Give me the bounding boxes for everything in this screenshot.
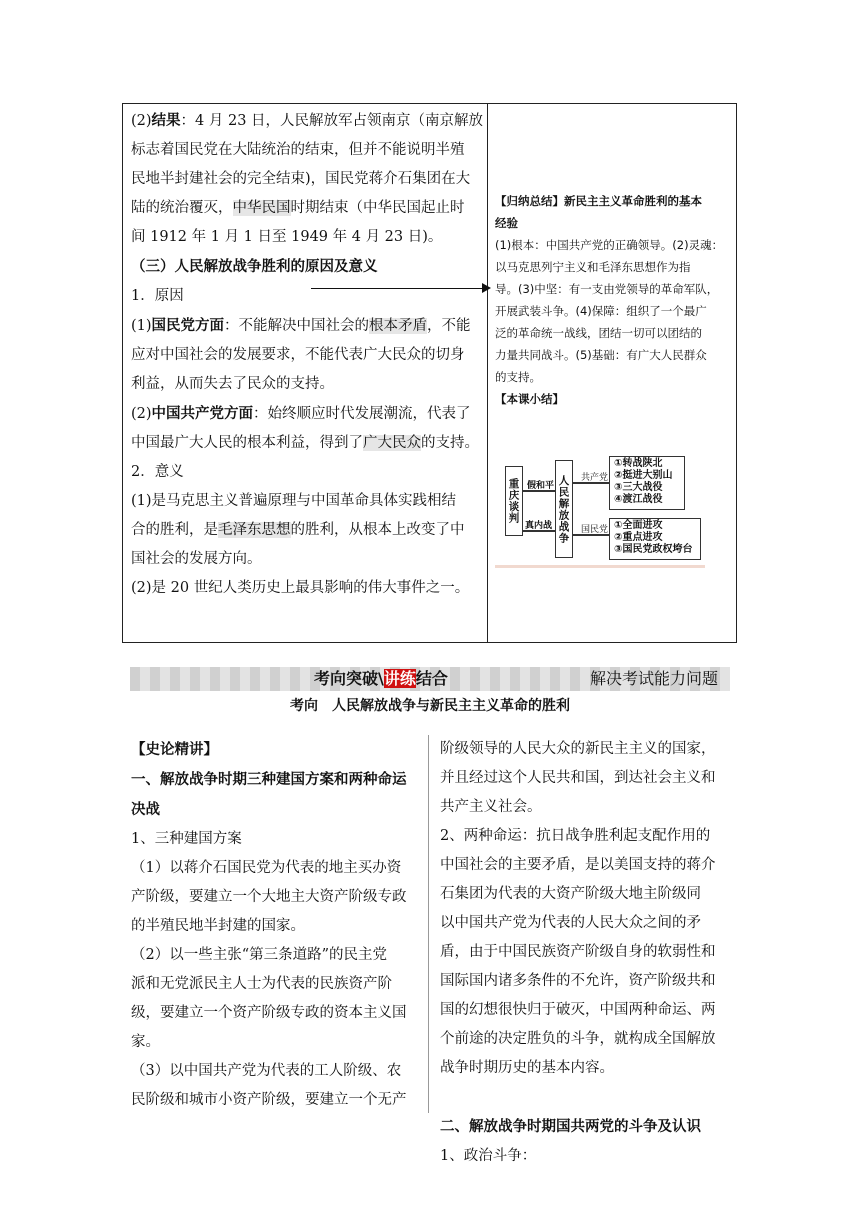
section-subtitle-right: 解决考试能力问题 [590,669,719,688]
text-line [495,344,733,366]
section-title-highlight: 讲练 [383,669,416,688]
text-span: 阶级领导的人民大众的新民主主义的国家， [440,741,716,757]
text-span: 利益，从而失去了民众的支持。 [131,376,334,392]
diagram-box-liberation-war: 人民解放战争 [555,460,573,558]
diagram-list-item: ②挺进大别山 [614,470,673,481]
text-span: 的半殖民地半封建的国家。 [131,918,305,934]
text-line [495,322,733,344]
text-line [131,458,483,487]
text-span: 盾，由于中国民族资产阶级自身的软弱性和 [440,944,716,960]
text-line [495,300,733,322]
diagram-list-item: ③国民党政权垮台 [614,544,693,555]
highlighted-text: 毛泽东思想 [218,522,291,538]
text-line [131,545,483,574]
text-line [131,912,419,941]
text-span: ，不能 [427,318,471,334]
diagram-list-item: ①全面进攻 [614,520,663,531]
text-line [495,388,733,410]
text-line [131,795,419,825]
text-line [131,487,483,516]
diagram-list-item: ④渡江战役 [614,494,663,505]
text-line [131,574,483,603]
text-span: 共产主义社会。 [440,799,542,815]
text-span: 2、两种命运：抗日战争胜利起支配作用的 [440,828,711,844]
text-span: 民阶级和城市小资产阶级，要建立一个无产 [131,1092,407,1108]
table-right-cell [495,190,733,410]
text-span: 并且经过这个人民共和国，到达社会主义和 [440,770,716,786]
table-divider [487,103,488,643]
bold-text: 【本课小结】 [495,392,564,406]
text-span: （1）以蒋介石国民党为代表的地主买办资 [131,860,402,876]
text-line [131,136,483,165]
text-span: (2)是 20 世纪人类历史上最具影响的伟大事件之一。 [131,580,470,596]
text-span: 以中国共产党为代表的人民大众之间的矛 [440,915,701,931]
text-span: （3）以中国共产党为代表的工人阶级、农 [131,1063,402,1079]
bold-text: 【归纳总结】新民主主义革命胜利的基本 [495,194,702,208]
bold-text: 国民党方面 [151,317,225,334]
text-span: 1、三种建国方案 [131,831,242,847]
arrow-right-icon [482,283,491,293]
lesson-summary-diagram [495,452,705,568]
highlighted-text: 广大民众 [363,435,421,451]
text-line [440,967,728,996]
bold-text: 中国共产党方面 [151,405,254,422]
bold-text: 【史论精讲】 [131,741,218,758]
text-span: (2) [131,406,152,422]
text-span: 派和无党派民主人士为代表的民族资产阶 [131,976,392,992]
text-line [440,822,728,851]
text-span: 标志着国民党在大陆统治的结束，但并不能说明半殖 [131,142,465,158]
text-line [131,429,483,458]
text-line [131,883,419,912]
diagram-label-fake-peace: 假和平 [527,481,555,491]
text-span: 1．原因 [131,288,184,304]
bold-text: （三）人民解放战争胜利的原因及意义 [131,258,378,275]
text-line [131,282,483,311]
text-line [131,223,483,252]
text-line [495,234,733,256]
text-span: 开展武装斗争。(4)保障：组织了一个最广 [495,304,707,318]
text-span: 间 1912 年 1 月 1 日至 1949 年 4 月 23 日)。 [131,229,443,245]
arrow-line [311,288,488,289]
text-span: 时期结束（中华民国起止时 [290,200,465,216]
bold-text: 一、解放战争时期三种建国方案和两种命运 [131,771,407,788]
text-span: 陆的统治覆灭， [131,200,233,216]
diagram-list-cpc [609,456,685,510]
body-right-column [440,735,728,1171]
text-line [495,256,733,278]
text-span: 应对中国社会的发展要求，不能代表广大民众的切身 [131,347,465,363]
diagram-underline [495,565,705,568]
text-span: 1、政治斗争： [440,1148,537,1164]
text-span: 中国最广大人民的根本利益，得到了 [131,435,363,451]
text-span: ：始终顺应时代发展潮流，代表了 [253,406,471,422]
section-subhead: 考向 人民解放战争与新民主主义革命的胜利 [290,698,570,714]
text-span: 泛的革命统一战线，团结一切可以团结的 [495,326,702,340]
section-title [314,667,448,691]
diagram-list-item: ③三大战役 [614,482,663,493]
text-line [131,106,483,136]
text-line [495,212,733,234]
text-span: (1)是马克思主义普遍原理与中国革命具体实践相结 [131,493,457,509]
text-span: 国的幻想很快归于破灭，中国两种命运、两 [440,1002,716,1018]
highlighted-text: 根本矛盾 [369,318,428,334]
text-line [131,311,483,341]
text-span: 的胜利，从根本上改变了中 [290,522,465,538]
text-line [440,735,728,764]
text-line [131,370,483,399]
text-line [440,909,728,938]
diagram-label-real-civil-war: 真内战 [525,521,553,531]
text-span: （2）以一些主张“第三条道路”的民主党 [131,947,388,963]
text-span: (2) [131,113,152,129]
text-line [131,941,419,970]
diagram-list-item: ①转战陕北 [614,458,663,469]
text-line [131,341,483,370]
text-line [131,765,419,795]
text-line [131,970,419,999]
text-span: 以马克思列宁主义和毛泽东思想作为指 [495,260,691,274]
text-line [131,735,419,765]
text-span: 产阶级，要建立一个大地主大资产阶级专政 [131,889,407,905]
text-span: 石集团为代表的大资产阶级大地主阶级同 [440,886,701,902]
text-span: 民地半封建社会的完全结束)，国民党蒋介石集团在大 [131,171,471,187]
text-line [131,252,483,282]
text-line [440,764,728,793]
diagram-label-cpc: 共产党 [581,473,609,483]
diagram-list-item: ②重点进攻 [614,532,663,543]
text-line [495,278,733,300]
text-span: 力量共同战斗。(5)基础：有广大人民群众 [495,348,707,362]
text-line [440,1054,728,1083]
text-span: (1)根本：中国共产党的正确领导。(2)灵魂： [495,238,724,252]
text-line [131,999,419,1028]
text-span: 国社会的发展方向。 [131,551,262,567]
bold-text: 结果 [151,112,181,129]
text-span: 2．意义 [131,464,184,480]
text-span: 中国社会的主要矛盾，是以美国支持的蒋介 [440,857,716,873]
bold-text: 决战 [131,801,160,818]
text-line [440,1025,728,1054]
text-line [440,851,728,880]
text-line [495,190,733,212]
text-span: 级，要建立一个资产阶级专政的资本主义国 [131,1005,407,1021]
text-line [131,1028,419,1057]
bold-text: 经验 [495,216,518,230]
section-title-pre: 考向突破\ [314,669,384,688]
diagram-box-chongqing: 重庆谈判 [505,466,523,536]
text-line [495,366,733,388]
section-title-post: 结合 [415,669,448,688]
text-line [131,165,483,194]
highlighted-text: 中华民国 [232,200,291,216]
text-span: 战争时期历史的基本内容。 [440,1060,614,1076]
column-divider [428,735,429,1113]
text-line [440,880,728,909]
bold-text: 二、解放战争时期国共两党的斗争及认识 [440,1118,701,1135]
text-line [131,194,483,223]
text-line [131,1057,419,1086]
text-span: 家。 [131,1034,160,1050]
text-span: 合的胜利，是 [131,522,218,538]
table-left-cell [131,106,483,603]
text-line [131,399,483,429]
body-left-column [131,735,419,1115]
text-line [440,1083,728,1112]
text-span: 的支持。 [421,435,479,451]
text-line [440,996,728,1025]
text-span: ：4 月 23 日，人民解放军占领南京（南京解放 [180,113,484,129]
text-line [440,1142,728,1171]
diagram-list-kmt [609,518,701,560]
text-line [131,516,483,545]
text-span: (1) [131,318,152,334]
text-span: 导。(3)中坚：有一支由党领导的革命军队， [495,282,719,296]
text-line [131,854,419,883]
text-span: 个前途的决定胜负的斗争，就构成全国解放 [440,1031,716,1047]
text-line [131,1086,419,1115]
text-line [440,793,728,822]
diagram-label-kmt: 国民党 [581,525,609,535]
text-line [131,825,419,854]
text-span: ：不能解决中国社会的 [224,318,370,334]
text-line [440,1112,728,1142]
text-line [440,938,728,967]
text-span: 的支持。 [495,370,541,384]
text-span: 国际国内诸多条件的不允许，资产阶级共和 [440,973,716,989]
